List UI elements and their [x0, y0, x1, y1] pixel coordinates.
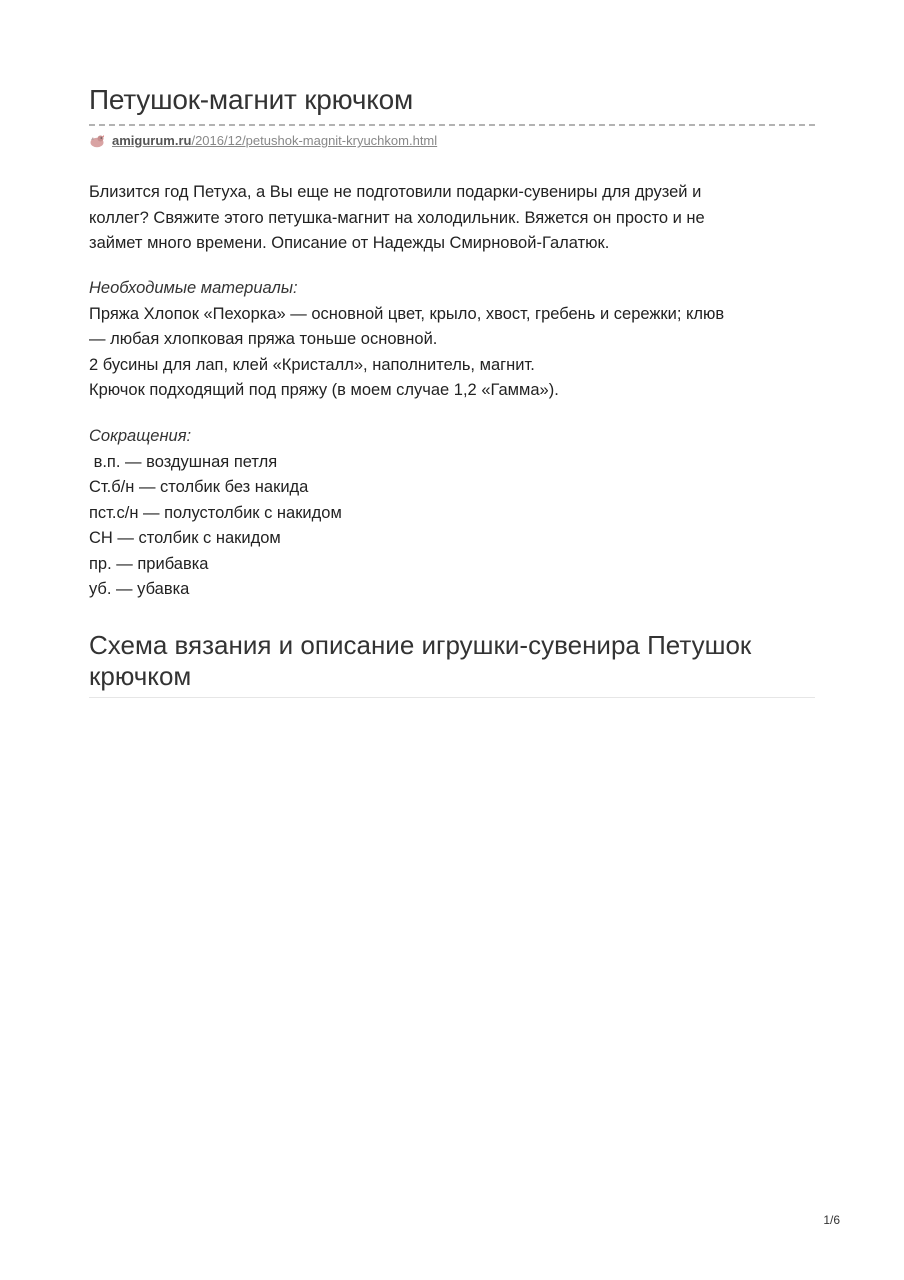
intro-line: займет много времени. Описание от Надежды Смирновой-Галатюк. [89, 234, 610, 252]
abbreviation-item: уб. — убавка [89, 580, 190, 598]
materials-line: Пряжа Хлопок «Пехорка» — основной цвет, крыло, хвост, гребень и сережки; клюв [89, 304, 725, 323]
page-title: Петушок-магнит крючком [89, 84, 414, 115]
section-heading: Схема вязания и описание игрушки-сувенира Петушок крючком [89, 630, 752, 691]
abbreviation-item: пст.с/н — полустолбик с накидом [89, 503, 342, 522]
source-domain: amigurum.ru [112, 133, 192, 148]
abbreviations-section [89, 424, 342, 603]
abbreviation-item: в.п. — воздушная петля [89, 452, 278, 471]
section-divider [89, 697, 815, 698]
intro-paragraph [89, 180, 705, 257]
materials-line: 2 бусины для лап, клей «Кристалл», наполнитель, магнит. [89, 355, 535, 374]
materials-section [89, 276, 724, 404]
source-line [89, 133, 437, 148]
abbreviation-item: Ст.б/н — столбик без накида [89, 478, 309, 496]
site-favicon-icon [89, 134, 105, 148]
materials-label: Необходимые материалы: [89, 279, 298, 297]
materials-line: — любая хлопковая пряжа тоньше основной. [89, 330, 438, 348]
abbreviation-item: пр. — прибавка [89, 554, 209, 573]
source-path: /2016/12/petushok-magnit-kryuchkom.html [191, 133, 438, 148]
intro-line: коллег? Свяжите этого петушка-магнит на холодильник. Вяжется он просто и не [89, 208, 705, 227]
abbreviation-item: СН — столбик с накидом [89, 529, 281, 547]
materials-line: Крючок подходящий под пряжу (в моем случае 1,2 «Гамма»). [89, 381, 559, 399]
title-divider [89, 124, 815, 126]
page-number: 1/6 [823, 1213, 840, 1227]
abbreviations-label: Сокращения: [89, 427, 192, 445]
source-url-link[interactable] [112, 133, 437, 148]
intro-line: Близится год Петуха, а Вы еще не подготовили подарки-сувениры для друзей и [89, 183, 702, 201]
